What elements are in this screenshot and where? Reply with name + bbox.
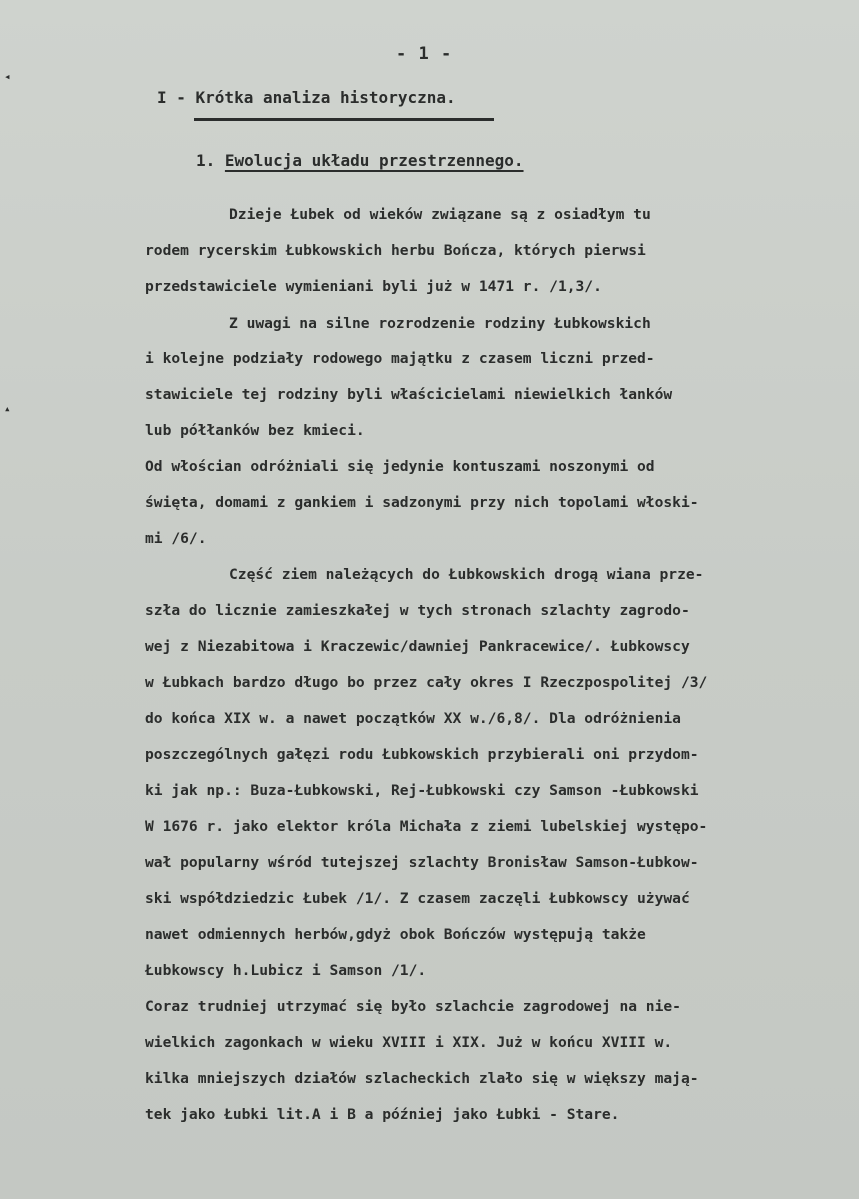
text-line: wej z Niezabitowa i Kraczewic/dawniej Pankracewice/. Łubkowscy (145, 638, 690, 655)
text-line: Od włościan odróżniali się jedynie kontuszami noszonymi od (145, 458, 655, 475)
text-line: w Łubkach bardzo długo bo przez cały okres I Rzeczpospolitej /3/ (145, 674, 708, 691)
text-line: poszczególnych gałęzi rodu Łubkowskich przybierali oni przydom- (145, 746, 699, 763)
margin-tick-mark: ▴ (4, 402, 11, 415)
text-line: nawet odmiennych herbów,gdyż obok Bończów występują także (145, 926, 646, 943)
text-line: Łubkowscy h.Lubicz i Samson /1/. (145, 962, 427, 979)
text-line: Część ziem należących do Łubkowskich drogą wiana prze- (229, 566, 704, 583)
text-line: mi /6/. (145, 530, 207, 547)
text-line: ski współdziedzic Łubek /1/. Z czasem zaczęli Łubkowscy używać (145, 890, 690, 907)
text-line: rodem rycerskim Łubkowskich herbu Bończa, których pierwsi (145, 242, 646, 259)
text-line: Dzieje Łubek od wieków związane są z osiadłym tu (229, 206, 651, 223)
text-line: do końca XIX w. a nawet początków XX w./6,8/. Dla odróżnienia (145, 710, 681, 727)
text-line: Z uwagi na silne rozrodzenie rodziny Łubkowskich (229, 315, 651, 332)
subsection-number: 1. (196, 151, 216, 170)
text-line: kilka mniejszych działów szlacheckich zlało się w większy mają- (145, 1070, 699, 1087)
subsection-heading (196, 151, 524, 170)
text-line: Coraz trudniej utrzymać się było szlachcie zagrodowej na nie- (145, 998, 681, 1015)
text-line: przedstawiciele wymieniani byli już w 1471 r. /1,3/. (145, 278, 602, 295)
text-line: W 1676 r. jako elektor króla Michała z ziemi lubelskiej występo- (145, 818, 708, 835)
text-line: wał popularny wśród tutejszej szlachty Bronisław Samson-Łubkow- (145, 854, 699, 871)
subsection-title: Ewolucja układu przestrzennego. (224, 151, 524, 170)
text-line: i kolejne podziały rodowego majątku z czasem liczni przed- (145, 350, 655, 367)
text-line: ki jak np.: Buza-Łubkowski, Rej-Łubkowski czy Samson -Łubkowski (145, 782, 699, 799)
page-number: - 1 - (396, 44, 453, 64)
text-line: wielkich zagonkach w wieku XVIII i XIX. Już w końcu XVIII w. (145, 1034, 673, 1051)
margin-tick-mark: ◂ (4, 70, 11, 83)
text-line: stawiciele tej rodziny byli właścicielami niewielkich łanków (145, 386, 673, 403)
text-line: lub półłanków bez kmieci. (145, 422, 365, 439)
title-underline (194, 118, 494, 121)
text-line: szła do licznie zamieszkałej w tych stronach szlachty zagrodo- (145, 602, 690, 619)
text-line: święta, domami z gankiem i sadzonymi przy nich topolami włoski- (145, 494, 699, 511)
text-line: tek jako Łubki lit.A i B a później jako Łubki - Stare. (145, 1106, 620, 1123)
section-title: I - Krótka analiza historyczna. (157, 88, 456, 107)
